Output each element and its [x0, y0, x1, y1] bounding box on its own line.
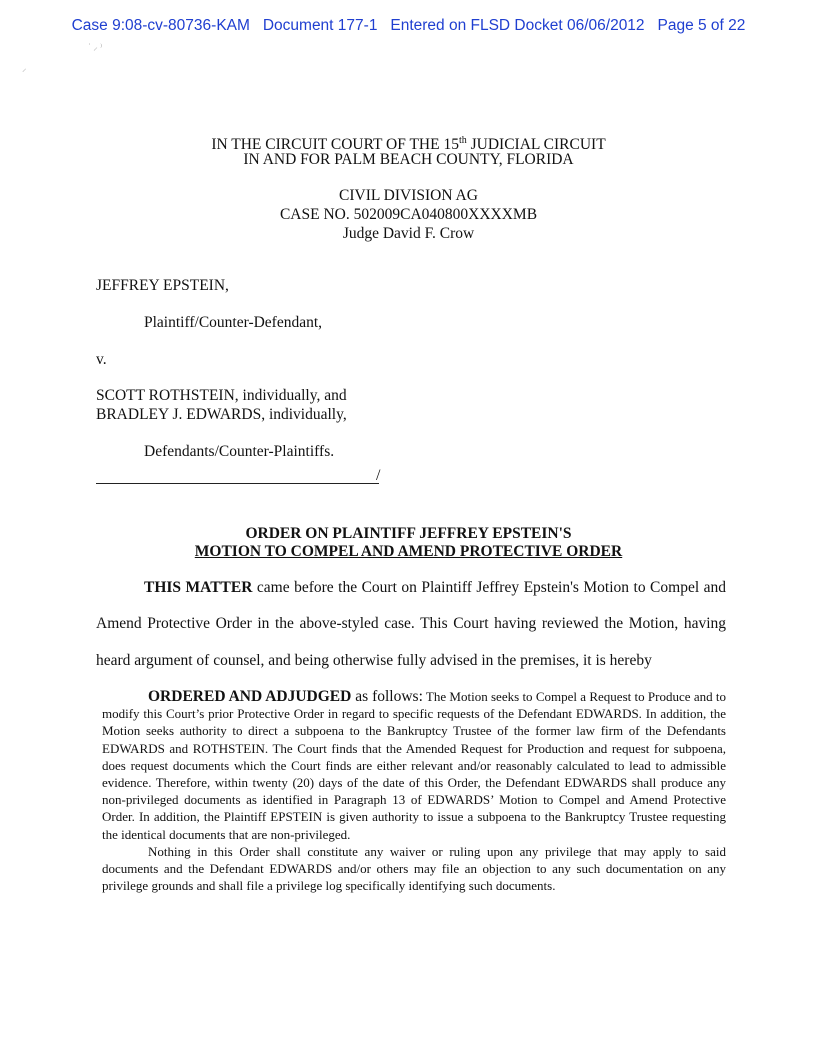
paragraph-1-line-1: THIS MATTER came before the Court on Plaintiff Jeffrey Epstein's Motion to Compel and [144, 579, 726, 596]
court-heading-line1: IN THE CIRCUIT COURT OF THE 15th JUDICIAL CIRCUIT [211, 135, 606, 154]
scan-mark: ⸍ [22, 67, 27, 77]
plaintiff-role: Plaintiff/Counter-Defendant, [144, 314, 323, 331]
page-indicator: Page 5 of 22 [657, 17, 746, 34]
document-number-header: Document 177-1 [262, 17, 378, 34]
ordered-paragraph: ORDERED AND ADJUDGED as follows: The Motion seeks to Compel a Request to Produce and to modify this Court’s prior Protective Order in regard to specific requests of the Defendant EDWARDS. In addition, the Motion seeks authority to direct a subpoena to the Bankruptcy Trustee of the former law firm of the Defendants EDWARDS and ROTHSTEIN. The Court finds that the Amended Request for Production and request for subpoena, does request documents which the Court finds are either relevant and/or reasonably calculated to lead to admissible evidence. Therefore, within twenty (20) days of the date of this Order, the Defendant EDWARDS shall produce any non-privileged documents as identified in Paragraph 13 of EDWARDS’ Motion to Compel and Amend Protective Order. In addition, the Plaintiff EPSTEIN is given authority to issue a subpoena to the Bankruptcy Trustee requesting the identical documents that are non-privileged. Nothing in this Order shall constitute any waiver or ruling upon any privilege that may apply to said documents and the Defendant EDWARDS and/or others may file an objection to any such documentation on any privilege grounds and shall file a privilege log specifically identifying such documents. [102, 688, 726, 894]
ordered-text: The Motion seeks to Compel a Request to Produce and to modify this Court’s prior Protective Order in regard to specific requests of the Defendant EDWARDS. In addition, the Motion seeks authority to direct a subpoena to the Bankruptcy Trustee of the former law firm of the Defendants EDWARDS and ROTHSTEIN. The Court finds that the Amended Request for Production and request for subpoena, does request documents which the Court finds are either relevant and/or reasonably calculated to lead to admissible evidence. Therefore, within twenty (20) days of the date of this Order, the Defendant EDWARDS shall produce any non-privileged documents as identified in Paragraph 13 of EDWARDS’ Motion to Compel and Amend Protective Order. In addition, the Plaintiff EPSTEIN is given authority to issue a subpoena to the Bankruptcy Trustee requesting the identical documents that are non-privileged. [102, 689, 726, 842]
judge-name: Judge David F. Crow [342, 225, 475, 242]
paragraph-1-line-3: heard argument of counsel, and being otherwise fully advised in the premises, it is hereby [96, 652, 652, 669]
entered-header: Entered on FLSD Docket 06/06/2012 [390, 17, 645, 34]
civil-division: CIVIL DIVISION AG [339, 187, 478, 204]
defendant-role: Defendants/Counter-Plaintiffs. [144, 443, 335, 460]
court-heading-line2: IN AND FOR PALM BEACH COUNTY, FLORIDA [243, 151, 574, 168]
privilege-paragraph: Nothing in this Order shall constitute any waiver or ruling upon any privilege that may apply to said documents and the Defendant EDWARDS and/or others may file an objection to any such documentation on any privilege grounds and shall file a privilege log specifically identifying such documents. [102, 843, 726, 894]
defendant-1: SCOTT ROTHSTEIN, individually, and [96, 387, 347, 404]
docket-header [0, 17, 817, 35]
this-matter-lead: THIS MATTER [144, 579, 253, 596]
plaintiff-name: JEFFREY EPSTEIN, [96, 277, 229, 294]
case-number: CASE NO. 502009CA040800XXXXMB [279, 206, 538, 223]
paragraph-1-line-2: Amend Protective Order in the above-styled case. This Court having reviewed the Motion, having [96, 615, 726, 632]
caption-divider [96, 483, 379, 484]
versus: v. [96, 351, 107, 368]
order-title-line1: ORDER ON PLAINTIFF JEFFREY EPSTEIN'S [245, 525, 572, 542]
scan-mark: ˙ ⸝ ⁾ [88, 42, 103, 52]
defendant-2: BRADLEY J. EDWARDS, individually, [96, 406, 347, 423]
ordered-adjudged-lead: ORDERED AND ADJUDGED [148, 688, 352, 705]
order-title-line2: MOTION TO COMPEL AND AMEND PROTECTIVE ORDER [194, 543, 623, 560]
caption-slash: / [376, 467, 381, 484]
case-number-header: Case 9:08-cv-80736-KAM [71, 17, 250, 34]
